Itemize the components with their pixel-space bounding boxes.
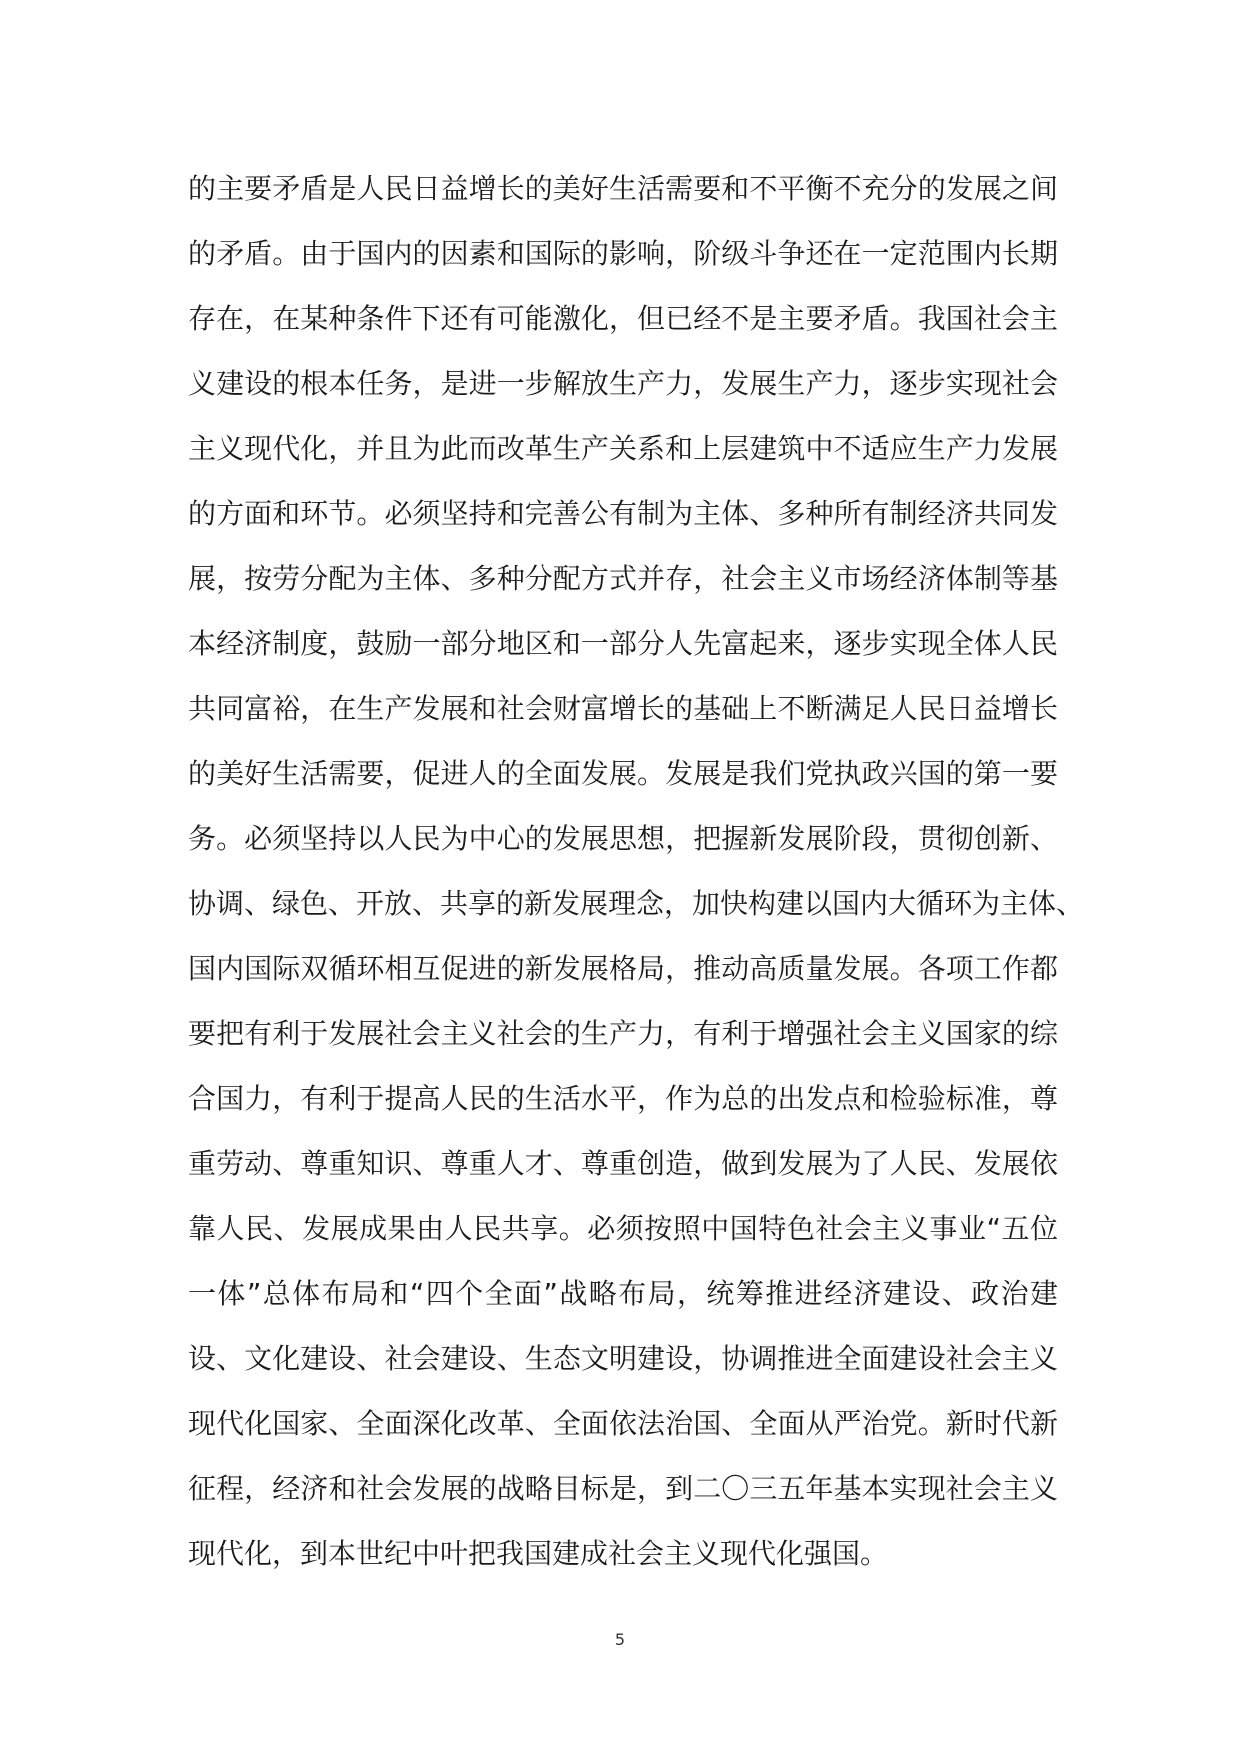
- text-line: 存在，在某种条件下还有可能激化，但已经不是主要矛盾。我国社会主: [188, 302, 1058, 335]
- text-line: 征程，经济和社会发展的战略目标是，到二〇三五年基本实现社会主义: [188, 1472, 1058, 1505]
- text-line: 靠人民、发展成果由人民共享。必须按照中国特色社会主义事业“五位: [188, 1212, 1058, 1245]
- text-line: 一体”总体布局和“四个全面”战略布局，统筹推进经济建设、政治建: [188, 1277, 1058, 1310]
- text-line: 义建设的根本任务，是进一步解放生产力，发展生产力，逐步实现社会: [188, 367, 1058, 400]
- text-line: 本经济制度，鼓励一部分地区和一部分人先富起来，逐步实现全体人民: [188, 627, 1058, 660]
- text-line: 现代化，到本世纪中叶把我国建成社会主义现代化强国。: [188, 1537, 889, 1570]
- text-line: 设、文化建设、社会建设、生态文明建设，协调推进全面建设社会主义: [188, 1342, 1058, 1375]
- text-line: 的矛盾。由于国内的因素和国际的影响，阶级斗争还在一定范围内长期: [188, 237, 1058, 270]
- text-line: 的美好生活需要，促进人的全面发展。发展是我们党执政兴国的第一要: [188, 757, 1058, 790]
- text-line: 重劳动、尊重知识、尊重人才、尊重创造，做到发展为了人民、发展依: [188, 1147, 1058, 1180]
- text-line: 合国力，有利于提高人民的生活水平，作为总的出发点和检验标准，尊: [188, 1082, 1058, 1115]
- text-line: 主义现代化，并且为此而改革生产关系和上层建筑中不适应生产力发展: [188, 432, 1058, 465]
- text-line: 共同富裕，在生产发展和社会财富增长的基础上不断满足人民日益增长: [188, 692, 1058, 725]
- text-line: 展，按劳分配为主体、多种分配方式并存，社会主义市场经济体制等基: [188, 562, 1058, 595]
- text-line: 国内国际双循环相互促进的新发展格局，推动高质量发展。各项工作都: [188, 952, 1058, 985]
- page-number: 5: [614, 1630, 626, 1649]
- text-line: 的方面和环节。必须坚持和完善公有制为主体、多种所有制经济共同发: [188, 497, 1058, 530]
- text-line: 务。必须坚持以人民为中心的发展思想，把握新发展阶段，贯彻创新、: [188, 822, 1058, 855]
- text-line: 的主要矛盾是人民日益增长的美好生活需要和不平衡不充分的发展之间: [188, 172, 1058, 205]
- body-text: [188, 156, 1085, 1586]
- text-line: 要把有利于发展社会主义社会的生产力，有利于增强社会主义国家的综: [188, 1017, 1058, 1050]
- text-line: 协调、绿色、开放、共享的新发展理念，加快构建以国内大循环为主体、: [188, 887, 1085, 920]
- text-line: 现代化国家、全面深化改革、全面依法治国、全面从严治党。新时代新: [188, 1407, 1058, 1440]
